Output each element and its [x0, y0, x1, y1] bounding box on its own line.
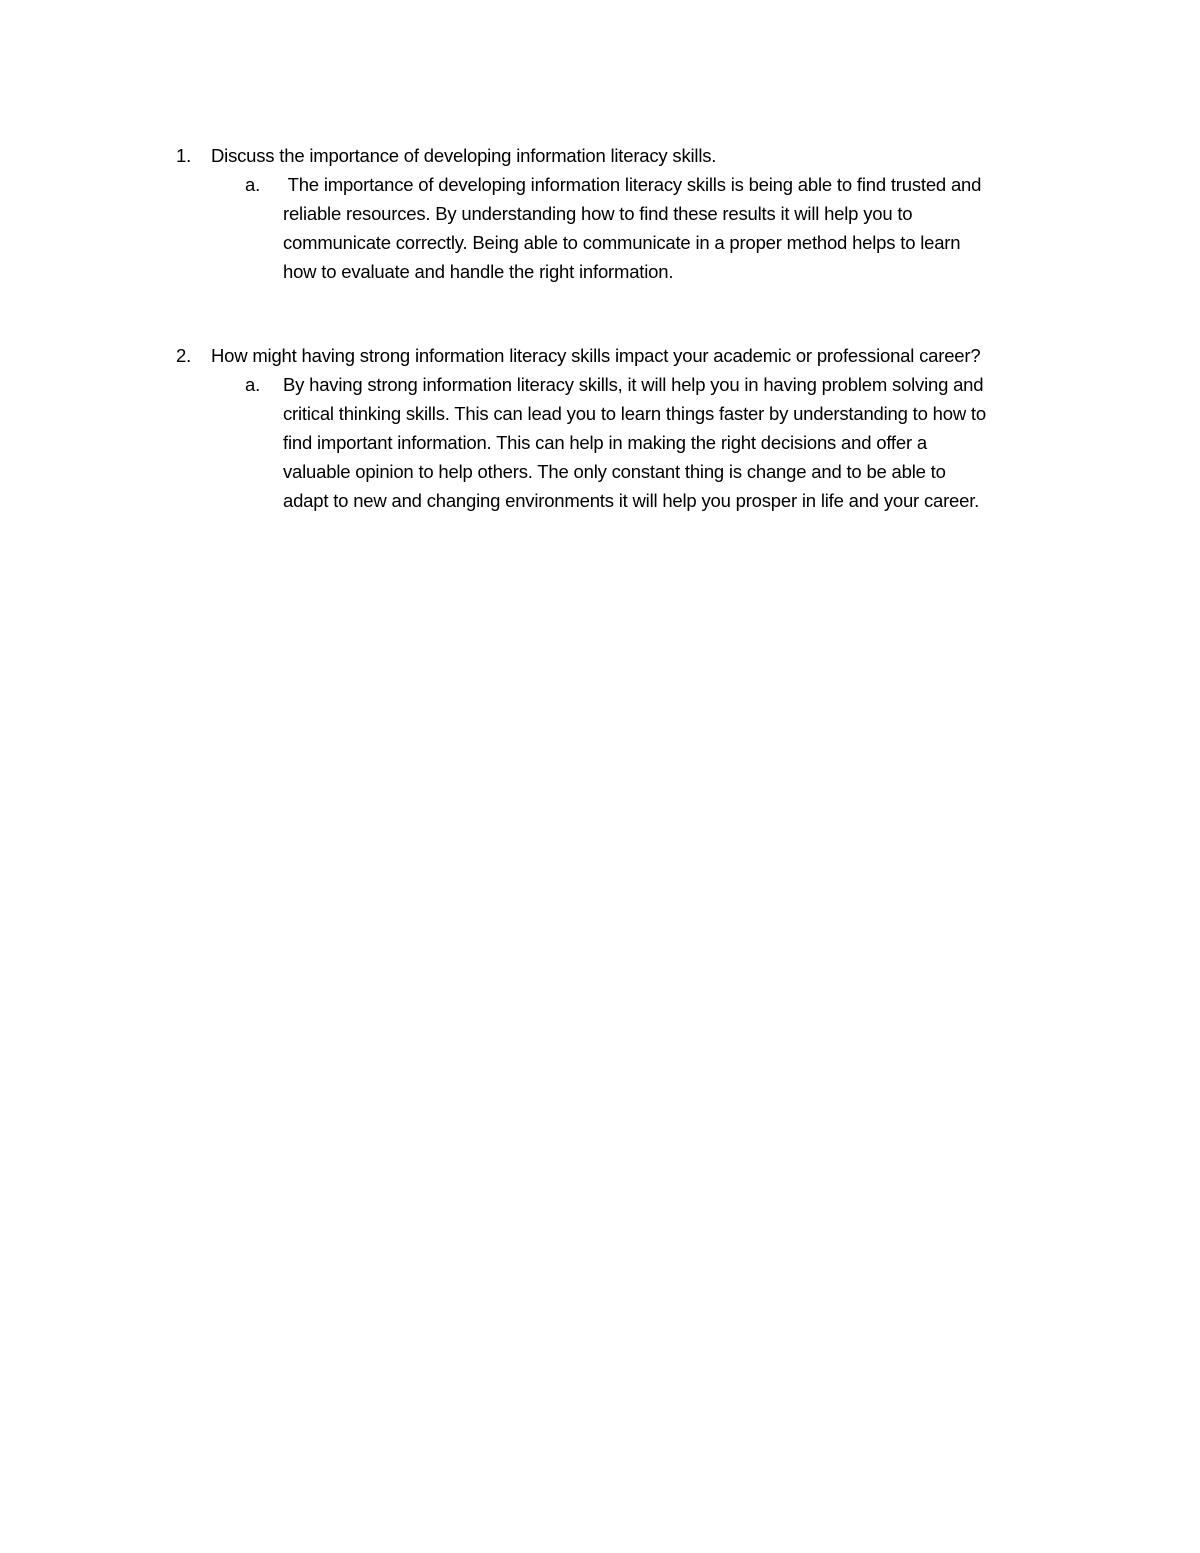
- question-list: [170, 141, 1070, 515]
- answer-line: communicate correctly. Being able to communicate in a proper method helps to learn: [283, 232, 961, 253]
- answer-item-2a: [245, 370, 1070, 515]
- question-item-2: [170, 341, 1070, 515]
- question-text: Discuss the importance of developing information literacy skills.: [211, 145, 717, 166]
- answer-line: valuable opinion to help others. The only constant thing is change and to be able to: [283, 461, 946, 482]
- answer-line: how to evaluate and handle the right information.: [283, 261, 674, 282]
- question-item-1: [170, 141, 1070, 286]
- answer-line: adapt to new and changing environments it will help you prosper in life and your career.: [283, 490, 980, 511]
- answer-line: The importance of developing information literacy skills is being able to find trusted and: [283, 174, 982, 195]
- answer-item-1a: [245, 170, 1070, 286]
- answer-line: find important information. This can help in making the right decisions and offer a: [283, 432, 927, 453]
- answer-line: reliable resources. By understanding how to find these results it will help you to: [283, 203, 913, 224]
- answer-letter: a.: [245, 374, 261, 395]
- answer-line: critical thinking skills. This can lead you to learn things faster by understanding to how to: [283, 403, 986, 424]
- question-number: 2.: [176, 345, 192, 366]
- question-number: 1.: [176, 145, 192, 166]
- answer-letter: a.: [245, 174, 261, 195]
- answer-line: By having strong information literacy skills, it will help you in having problem solving and: [283, 374, 984, 395]
- question-text: How might having strong information literacy skills impact your academic or professional career?: [211, 345, 981, 366]
